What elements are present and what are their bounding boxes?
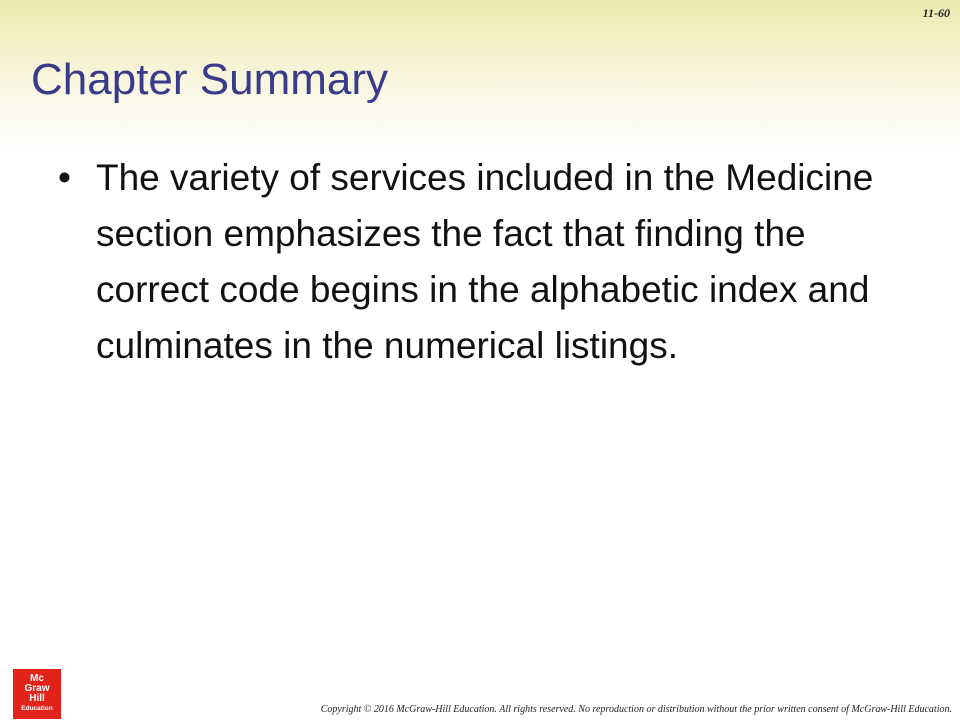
slide-title: Chapter Summary [31,55,389,104]
bullet-text: The variety of services included in the Medicine section emphasizes the fact that finding the correct code begins in the alphabetic index and culminates in the numerical listings. [96,157,874,366]
logo-text-graw: Graw [24,683,50,694]
bullet-item [58,150,908,374]
logo-text-mc: Mc [30,673,44,684]
bullet-icon: • [58,157,71,198]
logo-text-education: Education [21,705,53,712]
bullet-list [58,150,908,374]
logo-text-hill: Hill [29,693,45,704]
slide-number: 11-60 [922,6,950,20]
copyright-notice: Copyright © 2016 McGraw-Hill Education. All rights reserved. No reproduction or distribution without the prior written consent of McGraw-Hill Education. [320,704,952,715]
mcgraw-hill-logo [13,669,61,719]
